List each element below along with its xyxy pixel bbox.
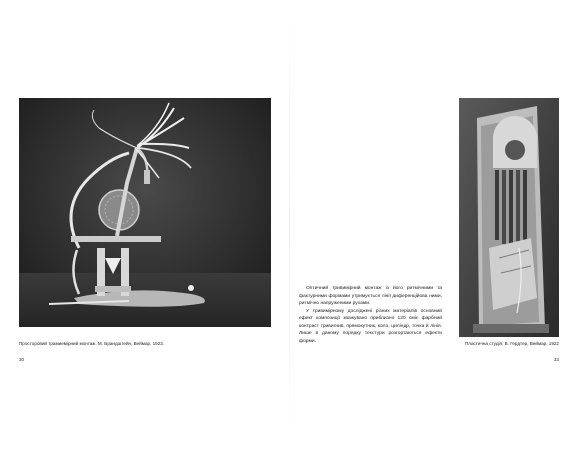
left-figure-caption: Просторовий трамиемірний монтаж. М. Брандштейн, Веймар, 1923.	[19, 341, 165, 346]
left-page-number: 30	[19, 357, 25, 362]
page-gutter	[289, 0, 290, 451]
right-page-number: 33	[553, 357, 559, 362]
sculpture-photo-left	[19, 98, 271, 327]
body-paragraph-2: У тривимірному досліджені різних матеріалів основний ефект композиції зважувано приблизно 120 сміє фарбний контраст тривигнив, прямокутник, коло, циліндр, точка й лінія. Лише в даному порядку текстури розгортаються ефекти форми.	[299, 308, 442, 344]
right-figure-caption: Пластична студія, В. Гердтер, Веймар, 1922	[464, 341, 559, 346]
body-text	[299, 285, 442, 345]
sculpture-photo-right	[459, 98, 559, 337]
body-paragraph-1: Оптичний тривимірний монтаж із його ритмічними та фактурними формами утримується лінії диференційова ними, ритмічно напруженими рухами.	[299, 286, 442, 306]
